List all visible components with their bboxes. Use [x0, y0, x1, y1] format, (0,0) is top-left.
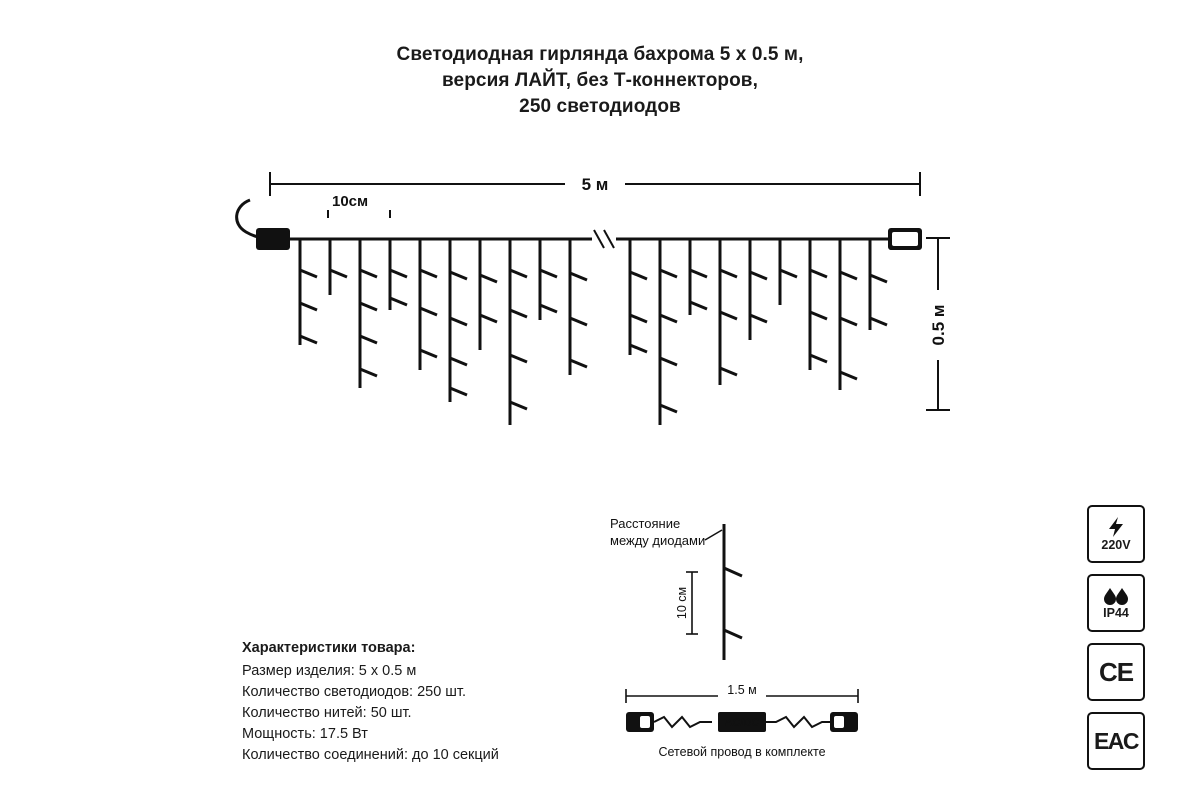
detail-strand	[724, 524, 742, 660]
spec-item-strand-count: Количество нитей: 50 шт.	[242, 705, 412, 721]
led-spacing-detail-diagram	[600, 500, 900, 770]
badge-ip-label: IP44	[1103, 606, 1129, 620]
product-dimension-diagram	[220, 140, 980, 460]
specs-heading: Характеристики товара:	[242, 640, 416, 656]
ac-dc-label: AC/DC	[724, 717, 760, 729]
ce-mark-icon: CE	[1098, 657, 1134, 687]
detail-spacing-dimension	[675, 572, 698, 634]
certification-badges	[1087, 505, 1145, 770]
title-line-1: Светодиодная гирлянда бахрома 5 x 0.5 м,	[396, 44, 804, 65]
badge-eac-mark	[1087, 712, 1145, 770]
height-dimension	[926, 238, 952, 410]
spec-item-led-count: Количество светодиодов: 250 шт.	[242, 684, 466, 700]
badge-ip-rating	[1087, 574, 1145, 632]
spacing-dimension	[324, 188, 394, 218]
page-title	[0, 42, 1200, 120]
power-cable	[626, 712, 858, 732]
water-drops-icon	[1101, 586, 1131, 606]
badge-voltage-label: 220V	[1101, 538, 1131, 552]
detail-caption-line-1: Расстояние	[610, 516, 681, 531]
spec-item-power: Мощность: 17.5 Вт	[242, 726, 368, 742]
detail-caption-line-2: между диодами	[610, 533, 706, 548]
spec-item-size: Размер изделия: 5 x 0.5 м	[242, 663, 417, 679]
cable-length-dimension	[626, 678, 858, 703]
badge-ce-mark	[1087, 643, 1145, 701]
eac-mark-icon: EAC	[1093, 727, 1139, 754]
length-label: 5 м	[581, 175, 609, 194]
detail-spacing-label: 10 см	[675, 586, 689, 620]
title-line-2: версия ЛАЙТ, без Т-коннекторов,	[442, 70, 758, 91]
badge-voltage	[1087, 505, 1145, 563]
product-specs	[242, 638, 499, 766]
cable-caption: Сетевой провод в комплекте	[658, 745, 826, 759]
spec-item-connections: Количество соединений: до 10 секций	[242, 747, 499, 763]
led-strands	[300, 239, 887, 425]
lightning-icon	[1106, 516, 1126, 538]
spacing-label: 10см	[332, 193, 369, 210]
title-line-3: 250 светодиодов	[519, 96, 681, 117]
cable-length-label: 1.5 м	[727, 683, 757, 697]
height-label: 0.5 м	[929, 304, 948, 346]
